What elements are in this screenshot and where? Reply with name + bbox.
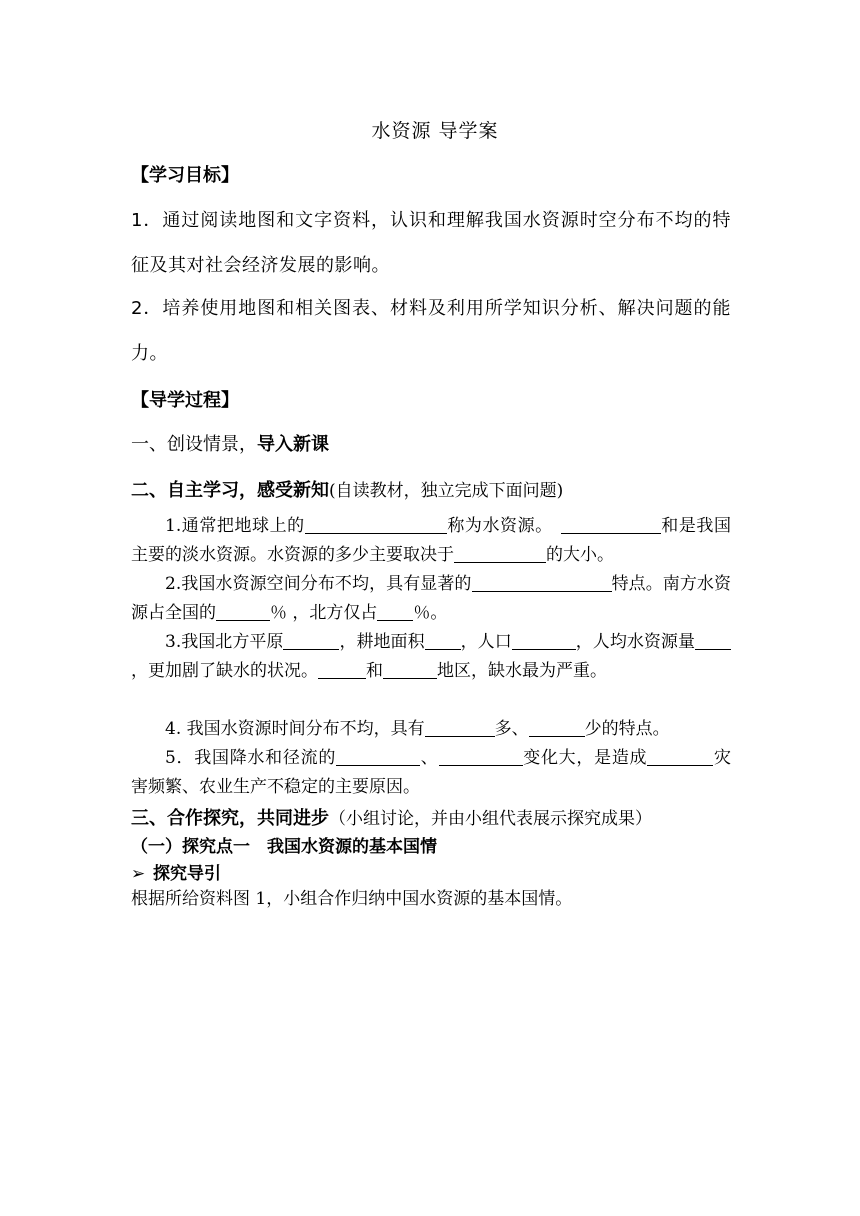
q3-text-g: 地区，缺水最为严重。: [437, 661, 607, 681]
question-4: [131, 715, 731, 744]
q5-text-d: 灾害频繁、农业生产不稳定的主要原因。: [131, 748, 732, 797]
q1-text-c: 和是我国主要的淡水资源。水资源的多少主要取决于: [131, 516, 732, 565]
q2-blank-2[interactable]: [216, 602, 270, 621]
q4-blank-1[interactable]: [425, 718, 495, 737]
objective-1: 1．通过阅读地图和文字资料，认识和理解我国水资源时空分布不均的特征及其对社会经济发展的影响。: [131, 210, 731, 276]
q2-text-c: ％ ，北方仅占: [270, 603, 378, 623]
q4-text-a: 4. 我国水资源时间分布不均，具有: [165, 719, 425, 739]
guide-heading: [131, 859, 221, 884]
process-heading: 【导学过程】: [131, 390, 239, 411]
question-2: [131, 570, 731, 628]
question-3: [131, 628, 731, 686]
q1-text-a: 1.通常把地球上的: [165, 516, 305, 536]
q2-blank-3[interactable]: [377, 602, 413, 621]
section-2-note: (自读教材，独立完成下面问题): [329, 481, 564, 501]
question-1: [131, 512, 731, 570]
q3-blank-5[interactable]: [318, 660, 366, 679]
q5-blank-1[interactable]: [336, 747, 420, 766]
q5-blank-3[interactable]: [647, 747, 713, 766]
q1-blank-3[interactable]: [454, 544, 546, 563]
objectives-heading: 【学习目标】: [131, 165, 239, 186]
q3-text-b: ，耕地面积: [339, 632, 425, 652]
section-1-prefix: 一、创设情景，: [131, 434, 257, 455]
q5-text-b: 、: [420, 748, 439, 768]
q3-blank-2[interactable]: [425, 631, 461, 650]
q4-text-c: 少的特点。: [584, 719, 670, 739]
q3-text-a: 3.我国北方平原: [165, 632, 284, 652]
q4-blank-2[interactable]: [529, 718, 585, 737]
q3-blank-6[interactable]: [383, 660, 437, 679]
subsection-1-heading: （一）探究点一 我国水资源的基本国情: [131, 837, 437, 857]
q5-blank-2[interactable]: [439, 747, 523, 766]
q3-text-e: ，更加剧了缺水的状况。: [131, 661, 318, 681]
instruction-text: 根据所给资料图 1，小组合作归纳中国水资源的基本国情。: [131, 889, 573, 909]
q5-text-a: 5．我国降水和径流的: [165, 748, 337, 768]
question-5: [131, 744, 731, 802]
q3-blank-1[interactable]: [283, 631, 339, 650]
page-title: 水资源 导学案: [371, 120, 499, 142]
q1-text-d: 的大小。: [546, 545, 614, 565]
q1-text-b: 称为水资源。: [446, 516, 553, 536]
section-3-note: （小组讨论，并由小组代表展示探究成果）: [329, 809, 652, 829]
q3-text-f: 和: [366, 661, 383, 681]
q3-blank-3[interactable]: [512, 631, 576, 650]
q2-text-d: ％。: [413, 603, 448, 623]
section-3-bold: 三、合作探究，共同进步: [131, 808, 329, 829]
q2-text-b: 特点。南方水资源占全国的: [131, 574, 731, 623]
q1-blank-2[interactable]: [561, 515, 661, 534]
arrow-bullet-icon: ➢: [131, 864, 146, 884]
q2-text-a: 2.我国水资源空间分布不均，具有显著的: [165, 574, 472, 594]
section-3-heading: [131, 804, 652, 830]
guide-label: 探究导引: [153, 864, 221, 884]
q3-text-d: ，人均水资源量: [575, 632, 695, 652]
q5-text-c: 变化大，是造成: [522, 748, 648, 768]
q1-blank-1[interactable]: [305, 515, 447, 534]
q3-text-c: ，人口: [460, 632, 512, 652]
q4-text-b: 多、: [494, 719, 529, 739]
q3-blank-4[interactable]: [695, 631, 731, 650]
q2-blank-1[interactable]: [472, 573, 612, 592]
section-1-bold: 导入新课: [257, 434, 329, 455]
section-2-bold: 二、自主学习，感受新知: [131, 480, 329, 501]
objective-2: 2．培养使用地图和相关图表、材料及利用所学知识分析、解决问题的能力。: [131, 298, 731, 364]
section-2-heading: [131, 476, 563, 502]
section-1-heading: [131, 430, 329, 456]
